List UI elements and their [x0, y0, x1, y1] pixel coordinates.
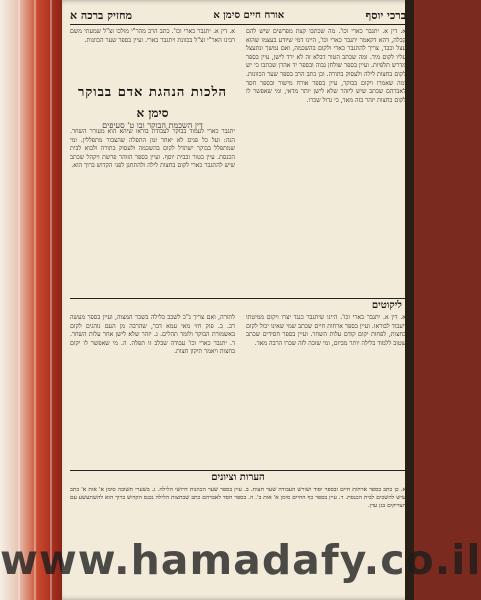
watermark-text: www.hamadafy.co.il — [0, 536, 481, 584]
book-page — [62, 0, 414, 600]
running-header — [70, 6, 406, 25]
likutim-title: ליקוטים — [371, 300, 402, 311]
likutim-right-column: א. דין א. יתגבר כארי וכו'. היינו שיתגבר כנגד יצרו ויקום ממיטתו ויעבוד לבוראו. ועיין בספר ארחות חיים שכתב שמי שאינו יכול לקום בחצות, לפחות יקום קודם עלות השחר. ועיין בספר חסידים שכתב שטוב ללמוד בלילה יותר מביום, ומי שזכה לזה שכרו הרבה מאד. — [246, 314, 406, 347]
right-commentary-column: א. דין א. יתגבר כארי וכו'. מה שכתבו קצת מפרשים שיש להם קבלה, דהא דקאמר יתגבר כארי וכו', היינו דמי שיודע בעצמו שהוא עצל וכבד, צריך להתגבר כארי ולקום בהשכמה, ואם נמשך ונתעצל עליו לקום מיד. ומה שכתב הטור דבלא זה לא ירד לישן, עיין בספר מדרש תלפיות. ועיין בספר שולחן גבוה ובספר יד אהרן שכתבו כי יש לקום בחצות לילה ולעסוק בתורה. וכן כתב הרב בספר שער הכוונות. ומה שאמרו ויקום בבוקר, עיין בספר אורח מישור ובספר חסד לאברהם שכתב שיש ליזהר שלא לישן יותר מדאי, ומי שאפשר לו לקום בחצות יזהר בזה מאד, כי גדול שכרו. — [246, 28, 406, 104]
hearot-title: הערות וציונים — [211, 472, 265, 483]
notes-section: א. כן כתב בספר ארחות חיים ובספר יסוד ושורש העבודה שער חצות. ב. עיין בספר שער הכוונות דרושי הלילה. ג. בשערי תשובה סימן א' אות א' כתב שיש להשכים לבית הכנסת. ד. עיין בספר כף החיים סימן א' אות ב'. ה. בספר חסד לאברהם כתב שבחצות הלילה נכנס הקדוש ברוך הוא להשתעשע עם הצדיקים בגן עדן. — [70, 487, 406, 509]
header-right-title: ברכי יוסף — [365, 8, 406, 22]
notes-divider — [70, 470, 406, 471]
header-center-title: אורח חיים סימן א — [213, 9, 285, 21]
likutim-divider — [70, 298, 406, 299]
siman-text: יתגבר כארי לעמוד בבוקר לעבודת בוראו שיהא הוא מעורר השחר. הגה: ועל כל פנים לא יאחר זמן התפלה שהצבור מתפללין. ומי שמתפלל בבוקר ישתדל לקום בהשכמה ולעסוק בתורה ולבוא לבית הכנסת. עיין בטור ובבית יוסף. ועיין בספר הזוהר פרשת ויקהל שכתב שיש להתגבר כארי לקום בחצות לילה ולהתחנן לפני הקדוש ברוך הוא. — [70, 128, 235, 170]
book-spine — [405, 0, 414, 600]
header-left-title: מחזיק ברכה א — [70, 8, 133, 22]
siman-title: סימן א — [136, 106, 169, 120]
left-commentary-column: א. דין א. יתגבר כארי וכו'. כתב הרב מהר"י מולכו זצ"ל שמעתי משם רבינו האר"י זצ"ל בכוונת ויתגבר כארי. ועיין בספר שער הכוונות. — [70, 28, 235, 44]
hilchot-title: הלכות הנהגת אדם בבוקר — [77, 85, 228, 100]
section-title-block — [70, 84, 235, 130]
siman-subtitle: דין השכמת הבוקר ובו ט' סעיפים — [102, 121, 203, 130]
page-edge-decoration — [0, 0, 70, 600]
likutim-left-column: לתורה, ואם צריך ג"כ לשכב בלילה בשכר המצוה, ועיין בספר מעשה רב. ב. פוק חזי מאי עמא דבר, שהרבה מן העם נוהגים לקום באשמורת הבוקר ולומר תהלים. ג. יזהר שלא לישן אחר עלות השחר. ד. יתגבר כארי וכו' עבודה שבלב זו תפלה. ה. מי שאפשר לו יקום בחצות ויאמר תיקון חצות. — [70, 314, 235, 356]
siman-main-text — [70, 128, 235, 298]
